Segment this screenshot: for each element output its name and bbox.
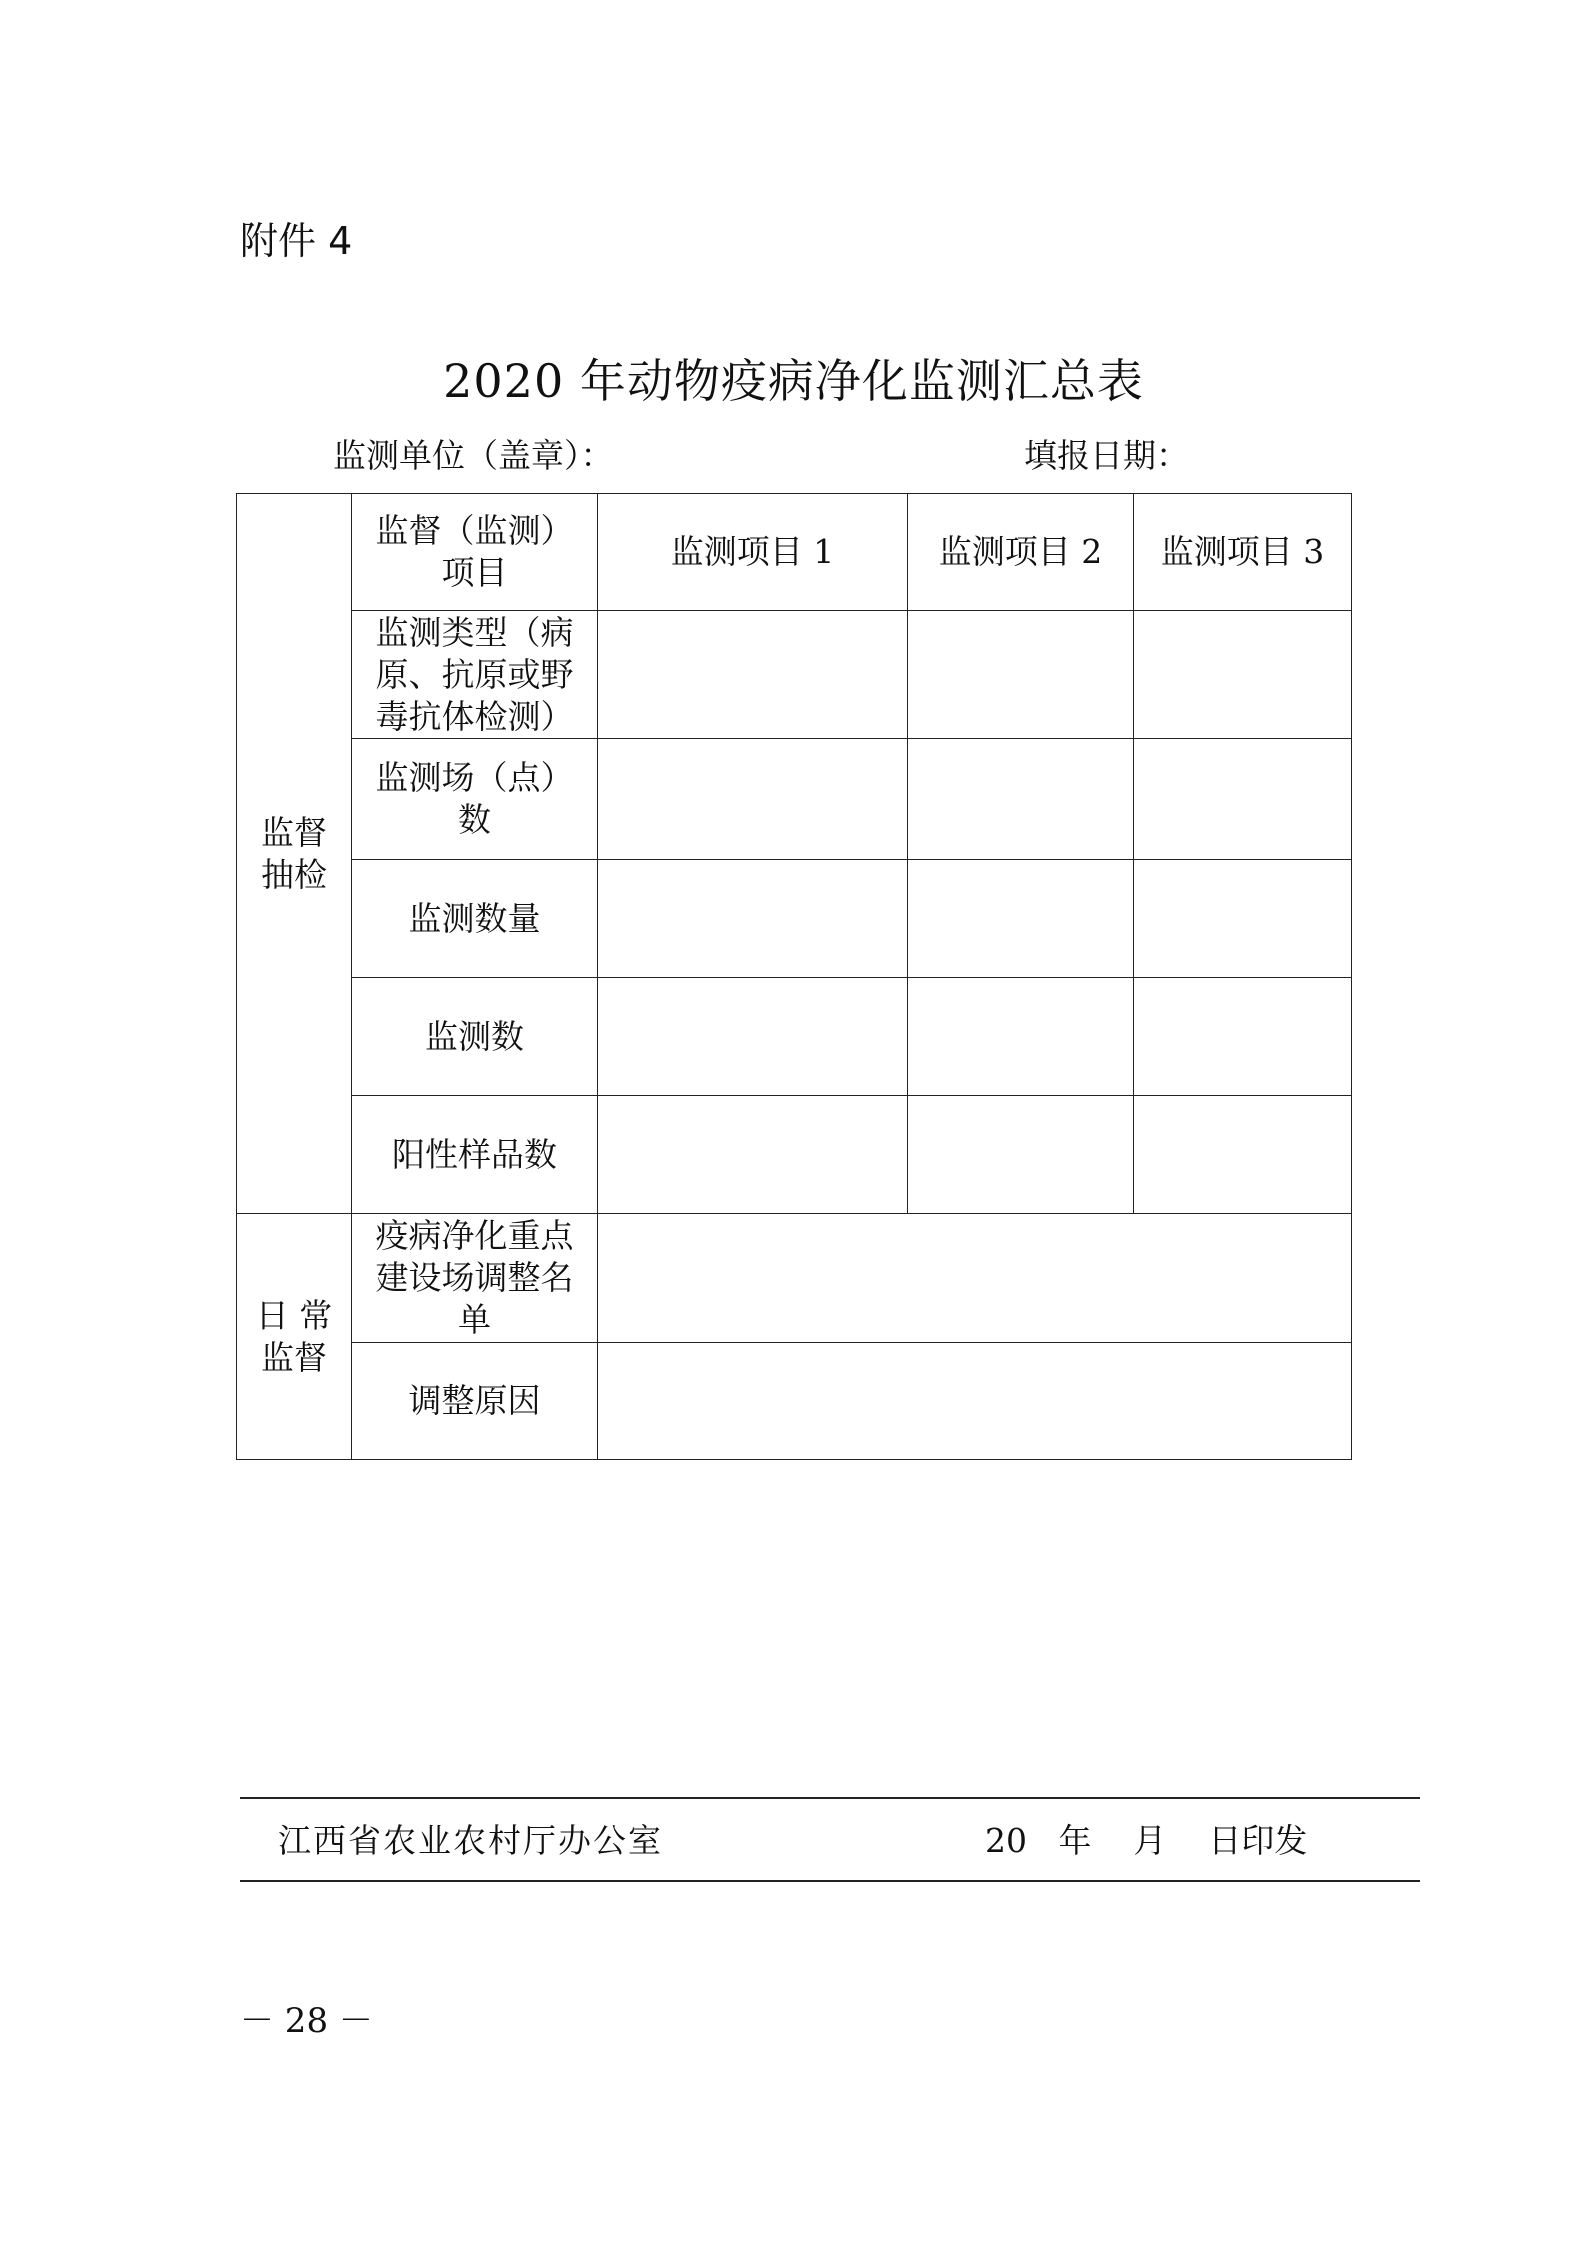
- table-row: [237, 1096, 1352, 1214]
- table-row: [237, 1343, 1352, 1460]
- row-label-quantity: 监测数量: [352, 860, 598, 978]
- input-cell[interactable]: [598, 1343, 1352, 1460]
- footer-issuer: 江西省农业农村厅办公室: [278, 1821, 663, 1860]
- table-row: [237, 860, 1352, 978]
- input-cell[interactable]: [1134, 611, 1352, 739]
- input-cell[interactable]: [1134, 739, 1352, 860]
- table-row: [237, 1214, 1352, 1343]
- project-3-header: 监测项目 3: [1134, 494, 1352, 611]
- table-row: [237, 611, 1352, 739]
- unit-label: 监测单位（盖章）：: [333, 436, 614, 475]
- category-daily: 日 常 监督: [237, 1214, 352, 1460]
- input-cell[interactable]: [598, 611, 908, 739]
- table-row: [237, 739, 1352, 860]
- project-2-header: 监测项目 2: [908, 494, 1134, 611]
- row-label-count: 监测数: [352, 978, 598, 1096]
- input-cell[interactable]: [908, 611, 1134, 739]
- input-cell[interactable]: [908, 739, 1134, 860]
- input-cell[interactable]: [598, 1096, 908, 1214]
- footer-divider-bottom: [240, 1880, 1420, 1882]
- date-label: 填报日期：: [1024, 436, 1189, 475]
- category-supervision: 监督 抽检: [237, 494, 352, 1214]
- project-1-header: 监测项目 1: [598, 494, 908, 611]
- table-row: [237, 978, 1352, 1096]
- input-cell[interactable]: [908, 978, 1134, 1096]
- summary-table: [236, 493, 1352, 1460]
- footer-divider-top: [240, 1797, 1420, 1799]
- input-cell[interactable]: [908, 860, 1134, 978]
- footer-issued-date: 20 年 月 日印发: [985, 1821, 1308, 1860]
- input-cell[interactable]: [598, 1214, 1352, 1343]
- row-label-adjust-reason: 调整原因: [352, 1343, 598, 1460]
- input-cell[interactable]: [598, 978, 908, 1096]
- row-label-site-count: 监测场（点） 数: [352, 739, 598, 860]
- input-cell[interactable]: [598, 739, 908, 860]
- row-label-positive: 阳性样品数: [352, 1096, 598, 1214]
- input-cell[interactable]: [598, 860, 908, 978]
- attachment-label: 附件 4: [240, 219, 353, 263]
- page-number: － 28 －: [240, 2001, 373, 2041]
- row-label-monitor-type: 监测类型（病原、抗原或野毒抗体检测）: [352, 611, 598, 739]
- input-cell[interactable]: [1134, 860, 1352, 978]
- row-label-adjust-list: 疫病净化重点建设场调整名单: [352, 1214, 598, 1343]
- input-cell[interactable]: [1134, 1096, 1352, 1214]
- header-row: [237, 494, 1352, 611]
- header-label: 监督（监测） 项目: [352, 494, 598, 611]
- input-cell[interactable]: [1134, 978, 1352, 1096]
- input-cell[interactable]: [908, 1096, 1134, 1214]
- document-title: 2020 年动物疫病净化监测汇总表: [443, 354, 1144, 408]
